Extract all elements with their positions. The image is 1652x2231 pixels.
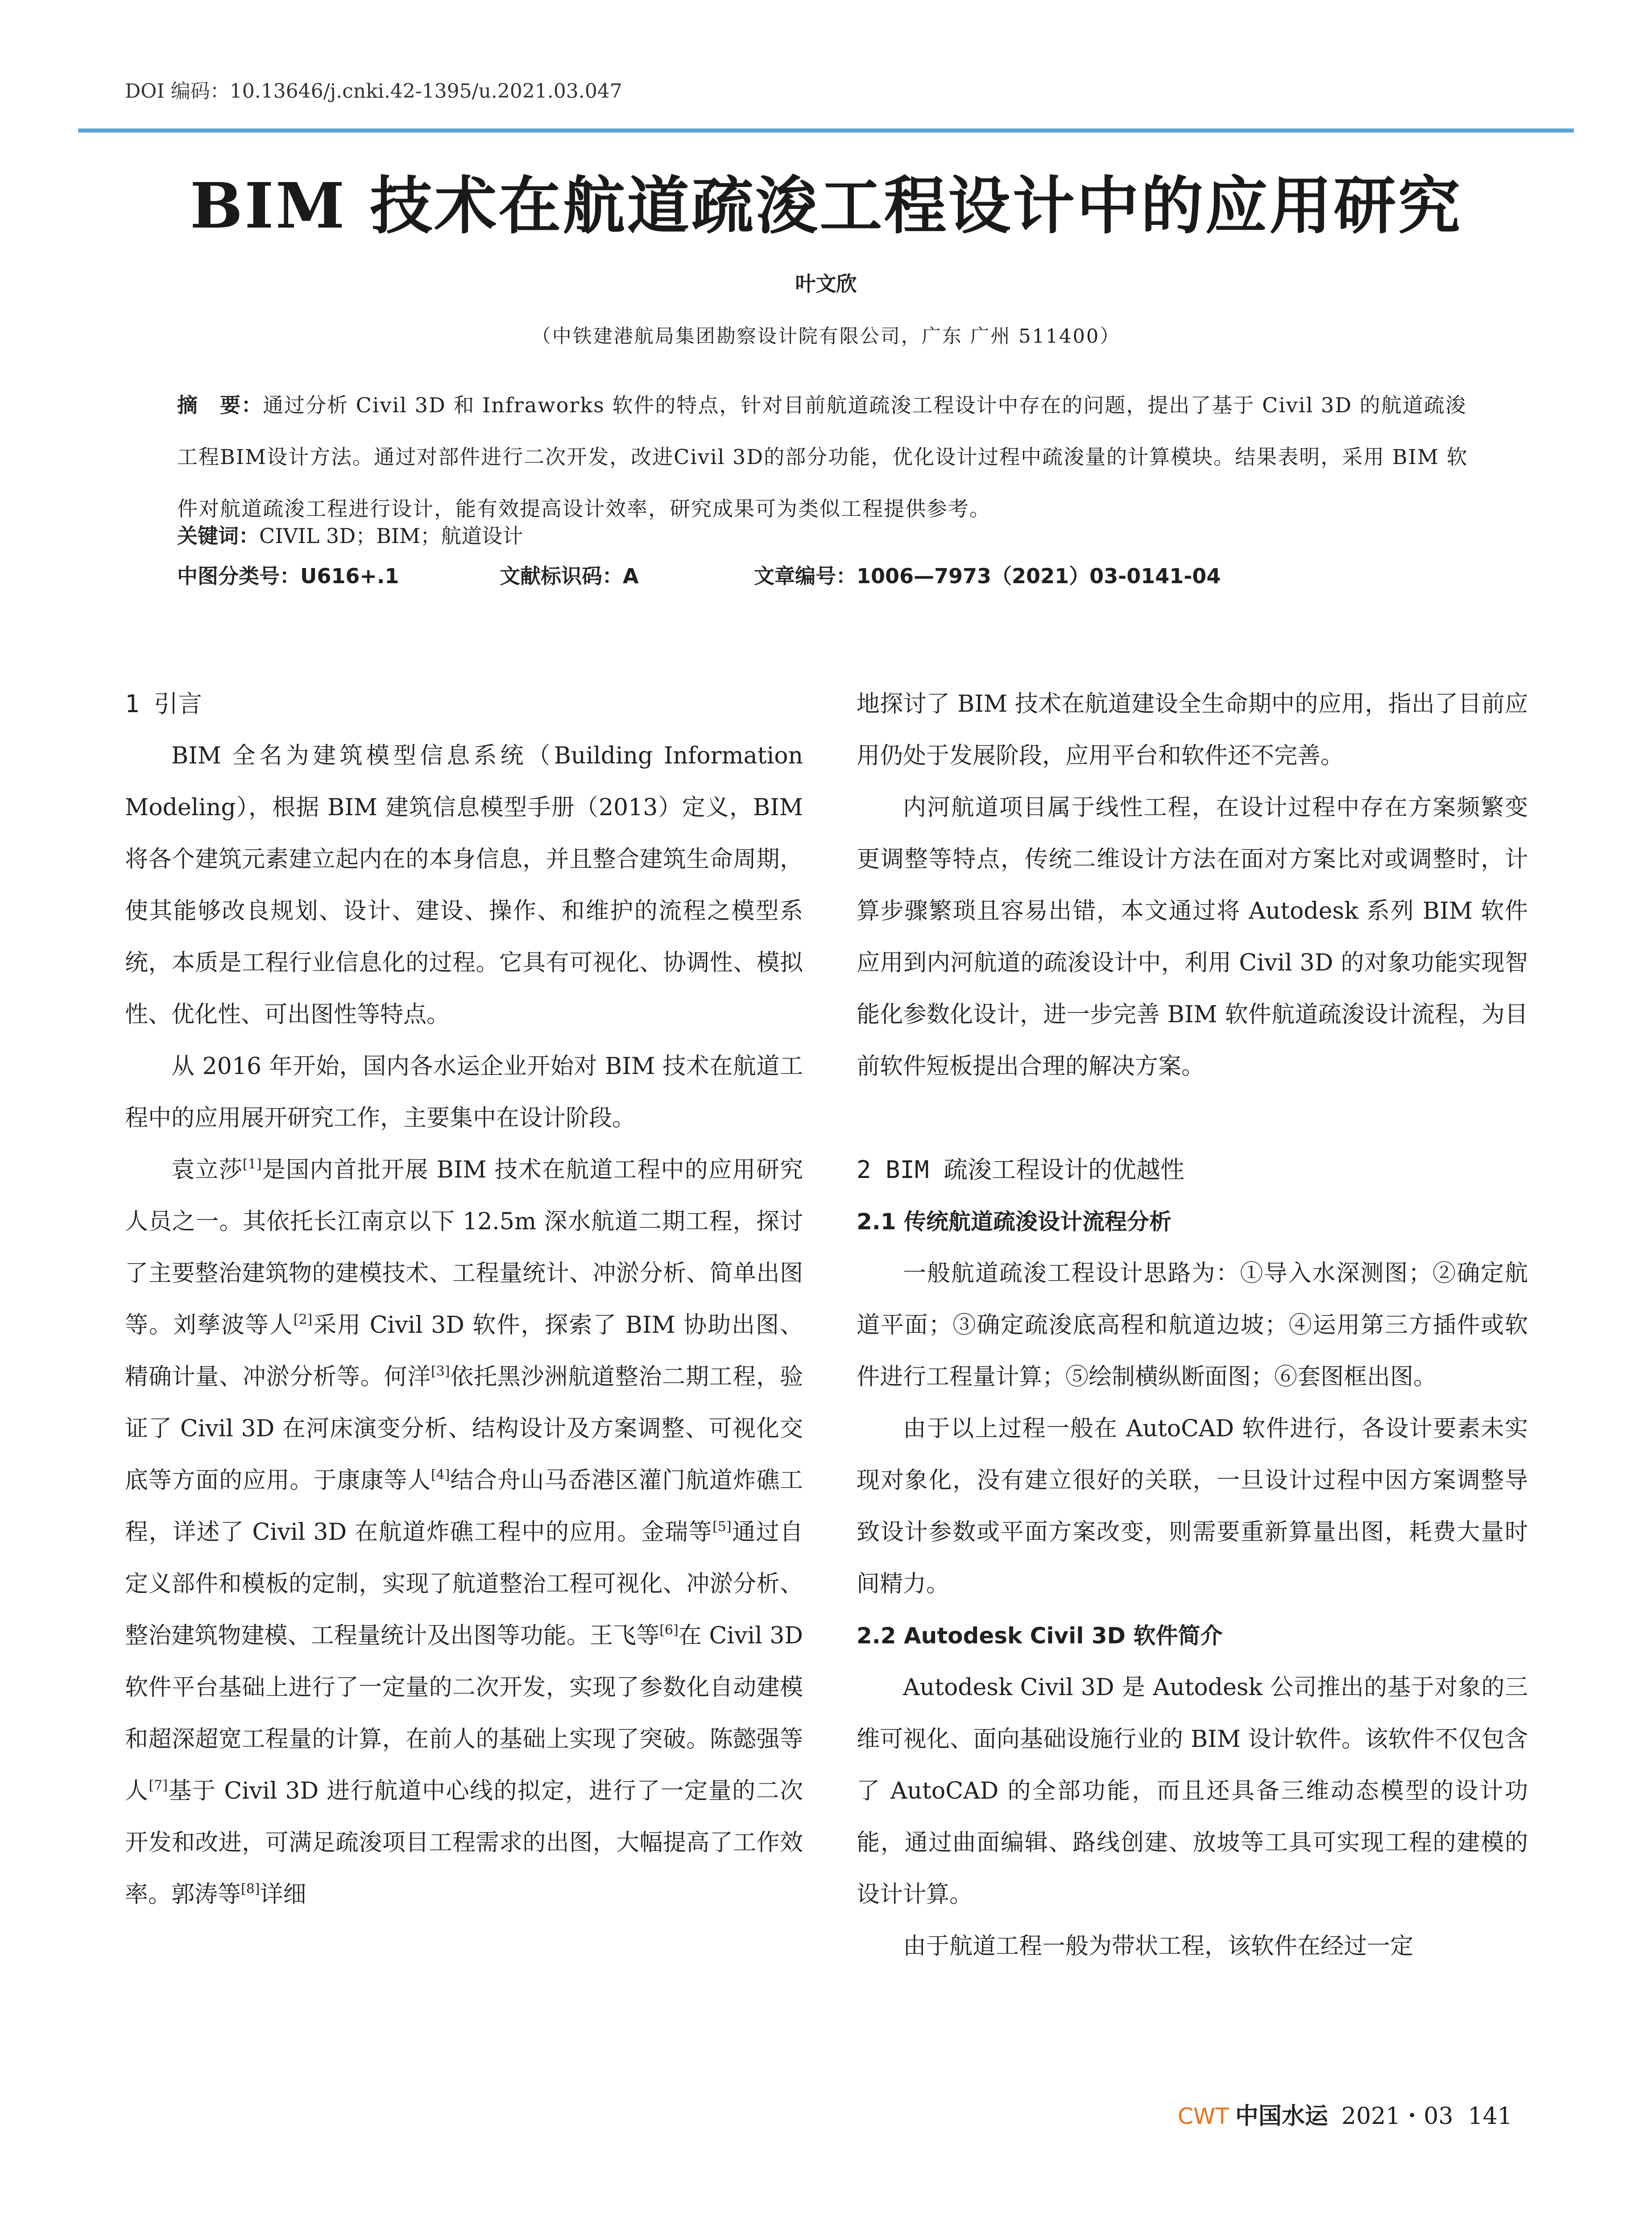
paragraph: 由于以上过程一般在 AutoCAD 软件进行，各设计要素未实现对象化，没有建立很好的关联，一旦设计过程中因方案调整导致设计参数或平面方案改变，则需要重新算量出图，耗费大量时间精力。 bbox=[857, 1415, 1528, 1597]
citation: [8] bbox=[241, 1881, 260, 1897]
page-footer bbox=[1178, 2097, 1512, 2131]
header-rule bbox=[78, 129, 1574, 133]
abstract-label: 摘 要： bbox=[177, 393, 263, 417]
clc-number: 中图分类号：U616+.1 bbox=[177, 564, 399, 588]
section-heading: 2 BIM 疏浚工程设计的优越性 bbox=[857, 1156, 1185, 1184]
paragraph: 袁立莎[1]是国内首批开展 BIM 技术在航道工程中的应用研究人员之一。其依托长江南京以下 12.5m 深水航道二期工程，探讨了主要整治建筑物的建模技术、工程量统计、冲淤分析、简单出图等。刘孳波等人[2]采用 Civil 3D 软件，探索了 BIM 协助出图、精确计量、冲淤分析等。何洋[3]依托黑沙洲航道整治二期工程，验证了 Civil 3D 在河床演变分析、结构设计及方案调整、可视化交底等方面的应用。于康康等人[4]结合舟山马岙港区灌门航道炸礁工程，详述了 Civil 3D 在航道炸礁工程中的应用。金瑞等[5]通过自定义部件和模板的定制，实现了航道整治工程可视化、冲淤分析、整治建筑物建模、工程量统计及出图等功能。王飞等[6]在 Civil 3D 软件平台基础上进行了一定量的二次开发，实现了参数化自动建模和超深超宽工程量的计算，在前人的基础上实现了突破。陈懿强等人[7]基于 Civil 3D 进行航道中心线的拟定，进行了一定量的二次开发和改进，可满足疏浚项目工程需求的出图，大幅提高了工作效率。郭涛等[8]详细 bbox=[125, 1157, 803, 1908]
subsection-heading: 2.1 传统航道疏浚设计流程分析 bbox=[857, 1209, 1172, 1235]
spacer bbox=[857, 1092, 1528, 1144]
author-name: 叶文欣 bbox=[795, 272, 857, 296]
keywords-text: CIVIL 3D；BIM；航道设计 bbox=[259, 524, 523, 548]
page-number: 141 bbox=[1468, 2103, 1512, 2130]
citation: [1] bbox=[242, 1157, 262, 1172]
citation: [7] bbox=[149, 1778, 168, 1793]
citation: [4] bbox=[431, 1467, 450, 1483]
affiliation: （中铁建港航局集团勘察设计院有限公司，广东 广州 511400） bbox=[531, 325, 1121, 348]
paragraph: 从 2016 年开始，国内各水运企业开始对 BIM 技术在航道工程中的应用展开研究工作，主要集中在设计阶段。 bbox=[125, 1053, 803, 1132]
journal-logo: CWT bbox=[1178, 2103, 1229, 2129]
paragraph: 地探讨了 BIM 技术在航道建设全生命期中的应用，指出了目前应用仍处于发展阶段，应用平台和软件还不完善。 bbox=[857, 691, 1528, 769]
citation: [3] bbox=[431, 1364, 450, 1379]
citation: [2] bbox=[293, 1312, 313, 1327]
article-number: 文章编号：1006—7973（2021）03-0141-04 bbox=[754, 564, 1221, 588]
document-code: 文献标识码：A bbox=[500, 564, 639, 588]
doi-line: DOI 编码：10.13646/j.cnki.42-1395/u.2021.03.047 bbox=[125, 80, 622, 103]
subsection-heading: 2.2 Autodesk Civil 3D 软件简介 bbox=[857, 1623, 1223, 1649]
paragraph: BIM 全名为建筑模型信息系统（Building Information Modeling），根据 BIM 建筑信息模型手册（2013）定义，BIM 将各个建筑元素建立起内在的本身信息，并且整合建筑生命周期，使其能够改良规划、设计、建设、操作、和维护的流程之模型系统，本质是工程行业信息化的过程。它具有可视化、协调性、模拟性、优化性、可出图性等特点。 bbox=[125, 742, 803, 1028]
journal-name: 中国水运 bbox=[1235, 2102, 1328, 2130]
citation: [5] bbox=[712, 1519, 732, 1534]
abstract bbox=[177, 379, 1480, 535]
paragraph: 由于航道工程一般为带状工程，该软件在经过一定 bbox=[903, 1933, 1414, 1960]
paragraph: 一般航道疏浚工程设计思路为：①导入水深测图；②确定航道平面；③确定疏浚底高程和航道边坡；④运用第三方插件或软件进行工程量计算；⑤绘制横纵断面图；⑥套图框出图。 bbox=[857, 1260, 1528, 1390]
section-heading: 1 引言 bbox=[125, 690, 203, 718]
keywords bbox=[177, 520, 523, 549]
citation: [6] bbox=[659, 1622, 679, 1638]
left-column bbox=[125, 678, 803, 1920]
abstract-text: 通过分析 Civil 3D 和 Infraworks 软件的特点，针对目前航道疏浚工程设计中存在的问题，提出了基于 Civil 3D 的航道疏浚工程BIM设计方法。通过对部件进行二次开发，改进Civil 3D的部分功能，优化设计过程中疏浚量的计算模块。结果表明，采用 BIM 软件对航道疏浚工程进行设计，能有效提高设计效率，研究成果可为类似工程提供参考。 bbox=[177, 393, 1468, 521]
right-column bbox=[857, 678, 1528, 1972]
paragraph: Autodesk Civil 3D 是 Autodesk 公司推出的基于对象的三维可视化、面向基础设施行业的 BIM 设计软件。该软件不仅包含了 AutoCAD 的全部功能，而且还具备三维动态模型的设计功能，通过曲面编辑、路线创建、放坡等工具可实现工程的建模的设计计算。 bbox=[857, 1674, 1528, 1908]
paragraph: 内河航道项目属于线性工程，在设计过程中存在方案频繁变更调整等特点，传统二维设计方法在面对方案比对或调整时，计算步骤繁琐且容易出错，本文通过将 Autodesk 系列 BIM 软件应用到内河航道的疏浚设计中，利用 Civil 3D 的对象功能实现智能化参数化设计，进一步完善 BIM 软件航道疏浚设计流程，为目前软件短板提出合理的解决方案。 bbox=[857, 794, 1528, 1080]
paper-title: BIM 技术在航道疏浚工程设计中的应用研究 bbox=[190, 170, 1462, 243]
issue-number: 2021・03 bbox=[1341, 2103, 1453, 2130]
keywords-label: 关键词： bbox=[177, 524, 259, 548]
